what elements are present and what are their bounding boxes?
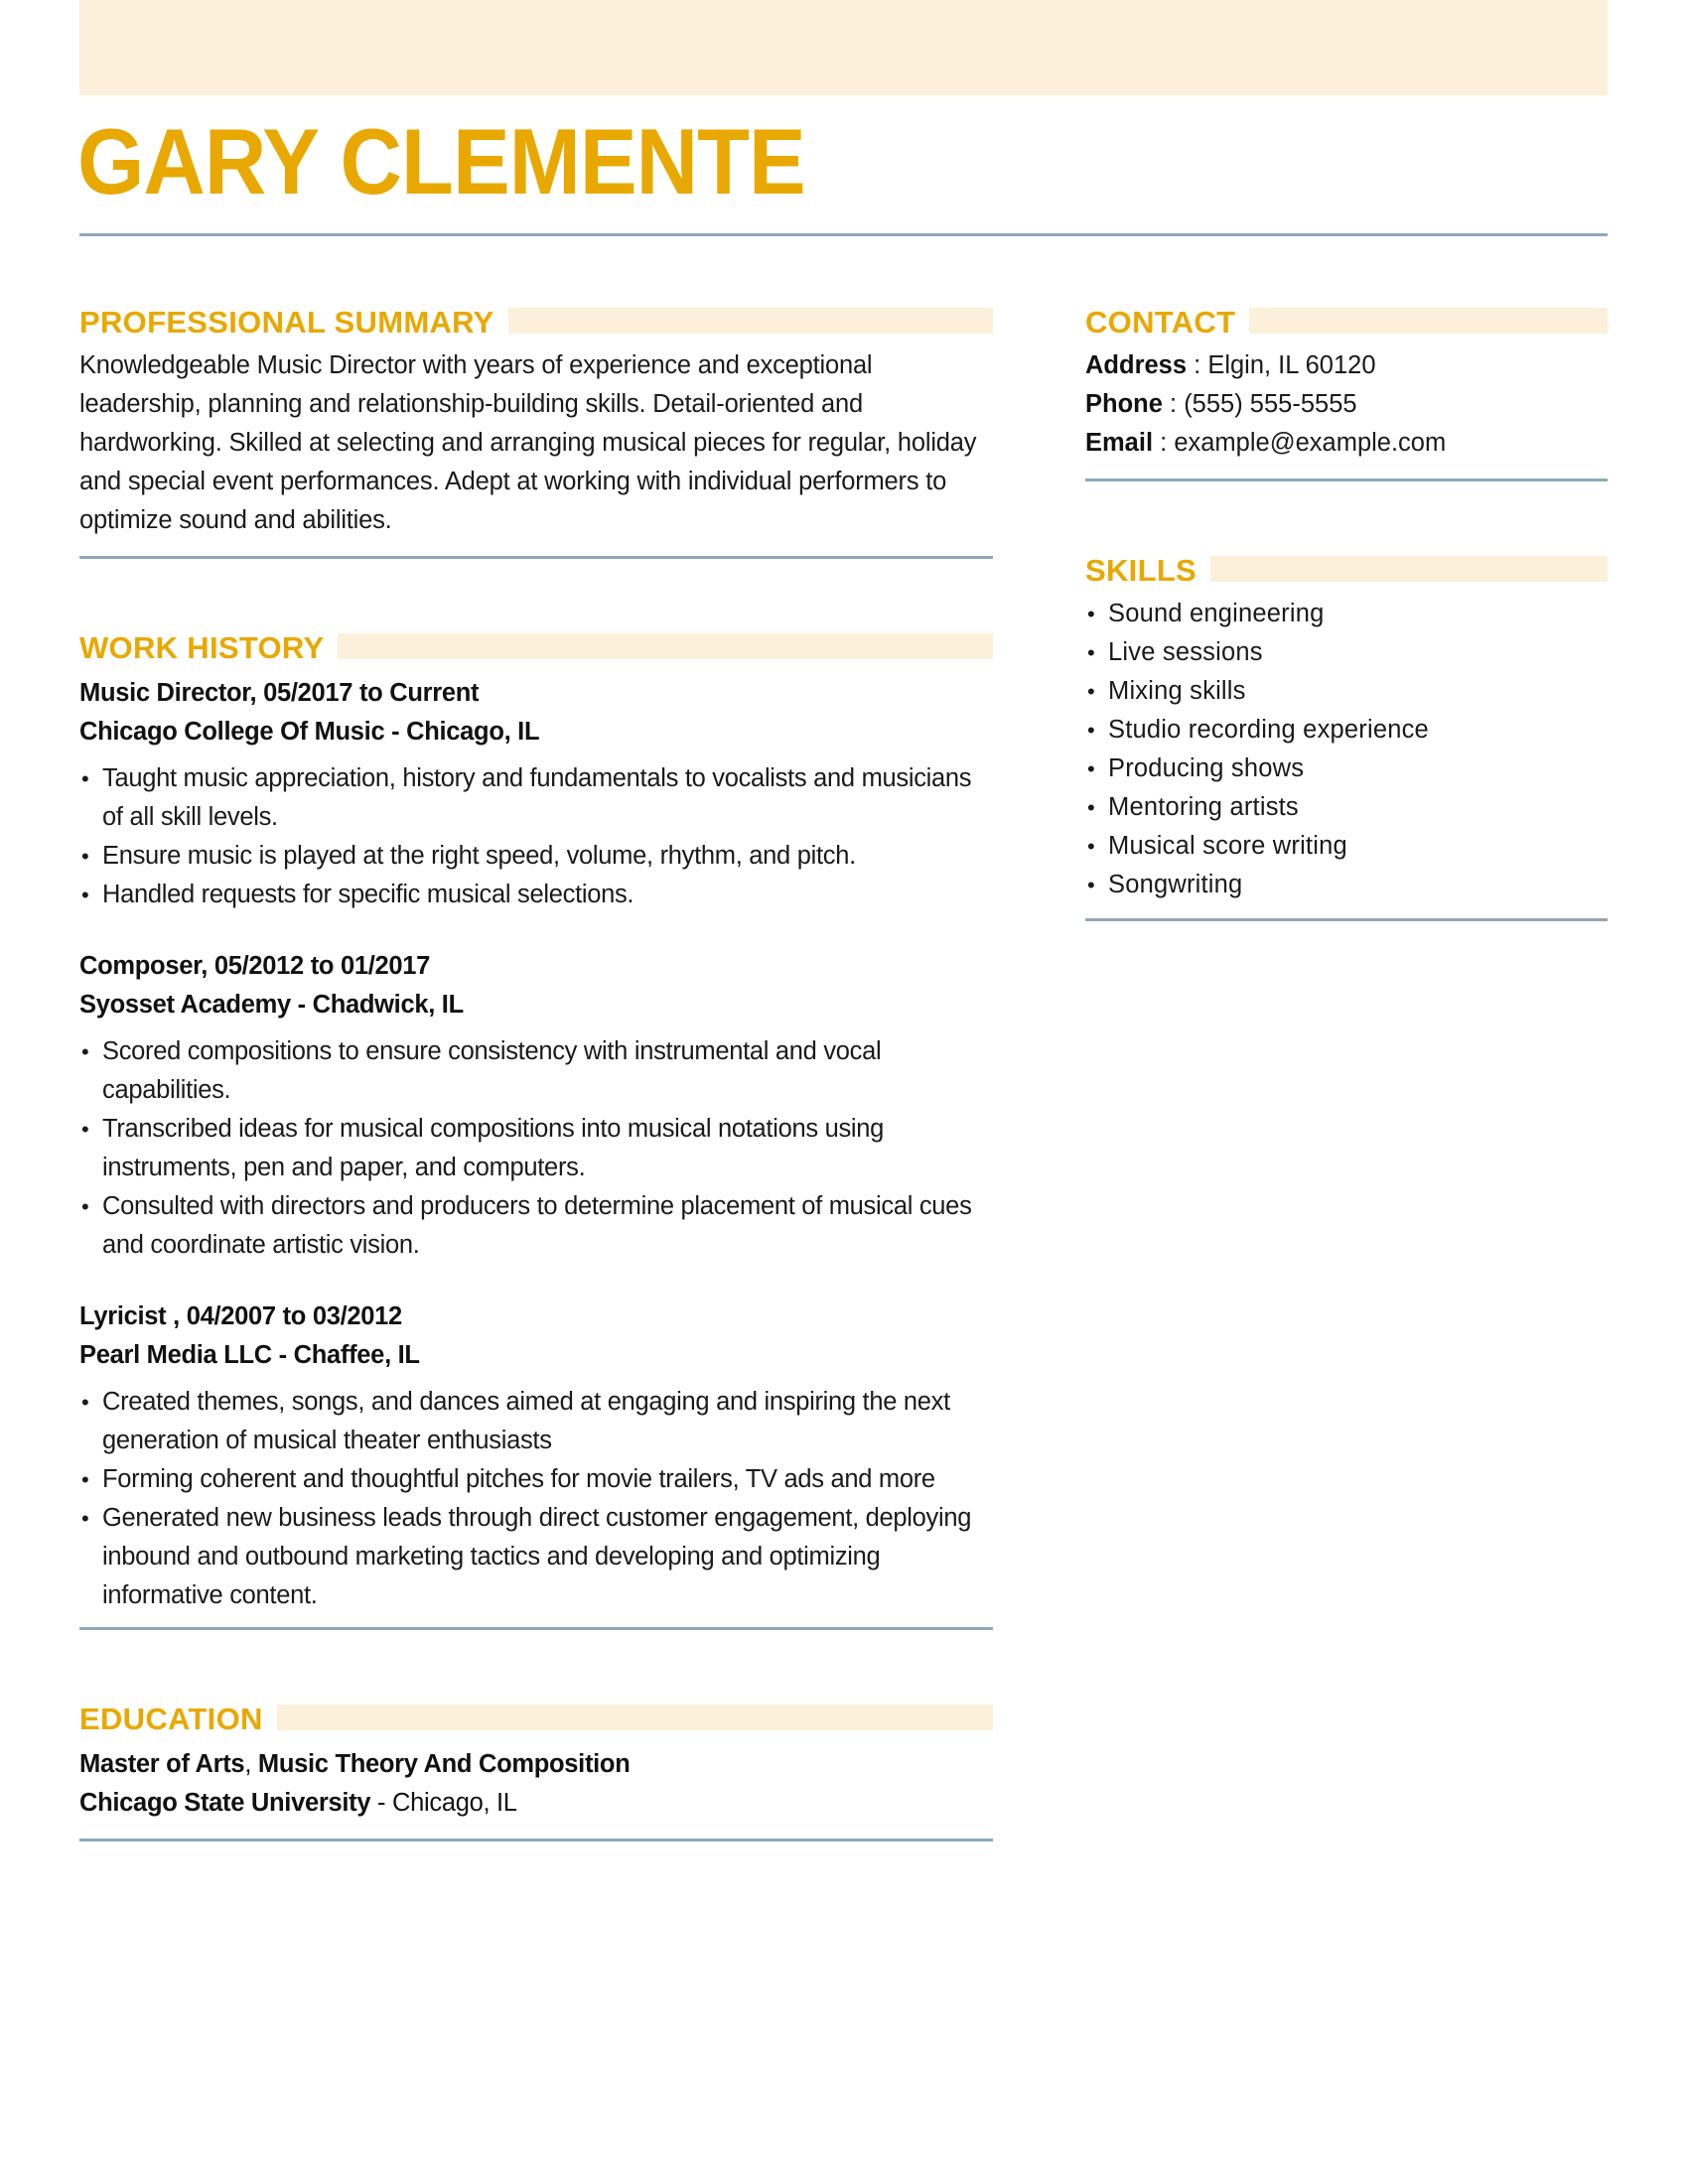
degree-separator: ,: [244, 1750, 252, 1778]
bullet-icon: •: [81, 766, 89, 791]
contact-value: Elgin, IL 60120: [1207, 351, 1376, 379]
contact-section: [1085, 303, 1608, 481]
job-bullet: [79, 759, 993, 837]
job-entry: [79, 947, 993, 1265]
job-bullet: [79, 837, 993, 876]
skill-text: Mixing skills: [1108, 677, 1246, 705]
skill-text: Musical score writing: [1108, 832, 1347, 860]
job-bullet: [79, 1187, 993, 1265]
skill-item: [1085, 866, 1608, 904]
contact-label: Address: [1085, 351, 1188, 379]
job-bullet: [79, 1499, 993, 1615]
contact-value: (555) 555-5555: [1184, 390, 1357, 418]
contact-phone: [1085, 385, 1608, 424]
skill-item: [1085, 595, 1608, 633]
heading-bar: [1249, 308, 1608, 334]
contact-value[interactable]: example@example.com: [1174, 429, 1447, 457]
candidate-name: GARY CLEMENTE: [77, 109, 805, 213]
skills-section: [1085, 551, 1608, 921]
bullet-icon: •: [81, 1039, 89, 1064]
heading-bar: [508, 308, 993, 334]
bullet-icon: •: [81, 1194, 89, 1219]
education-heading: EDUCATION: [79, 1702, 263, 1736]
contact-separator: :: [1162, 390, 1185, 418]
bullet-icon: •: [81, 1506, 89, 1531]
header-divider: [79, 233, 1608, 236]
bullet-text: Ensure music is played at the right speed, volume, rhythm, and pitch.: [102, 842, 856, 870]
bullet-icon: •: [1087, 756, 1095, 781]
sidebar-column: [1085, 303, 1608, 921]
summary-text: Knowledgeable Music Director with years of experience and exceptional leadership, planning and relationship-building skills. Detail-oriented and hardworking. Skilled at selecting and arranging musical pieces for regular, holiday and special event performances. Adept at working with individual performers to optimize sound and abilities.: [79, 351, 977, 534]
work-history-section: [79, 628, 993, 1630]
bullet-icon: •: [1087, 795, 1095, 820]
job-bullet: [79, 876, 993, 914]
contact-label: Phone: [1085, 390, 1163, 418]
section-heading: [79, 1700, 993, 1739]
bullet-icon: •: [1087, 640, 1095, 665]
degree-line: [79, 1745, 993, 1784]
job-entry: [79, 1297, 993, 1615]
job-organization: Chicago College Of Music - Chicago, IL: [79, 718, 540, 746]
heading-bar: [1210, 556, 1608, 582]
job-entry: [79, 674, 993, 914]
school-location: Chicago, IL: [392, 1789, 517, 1817]
heading-bar: [277, 1705, 993, 1730]
skill-item: [1085, 672, 1608, 711]
bullet-icon: •: [1087, 679, 1095, 704]
job-bullet: [79, 1110, 993, 1187]
bullet-text: Taught music appreciation, history and fundamentals to vocalists and musicians of all skill levels.: [102, 764, 972, 831]
job-bullet: [79, 1032, 993, 1110]
contact-separator: :: [1153, 429, 1175, 457]
main-column: [79, 303, 993, 1842]
job-organization: Syosset Academy - Chadwick, IL: [79, 991, 464, 1019]
job-bullet: [79, 1460, 993, 1499]
job-title: Music Director, 05/2017 to Current: [79, 679, 480, 707]
skill-text: Producing shows: [1108, 754, 1305, 782]
skill-text: Mentoring artists: [1108, 793, 1299, 821]
skill-item: [1085, 750, 1608, 788]
school-name: Chicago State University: [79, 1789, 371, 1817]
skill-text: Songwriting: [1108, 871, 1243, 898]
school-line: [79, 1784, 993, 1823]
job-title: Composer, 05/2012 to 01/2017: [79, 952, 431, 980]
heading-bar: [338, 633, 993, 659]
bullet-icon: •: [81, 1390, 89, 1415]
bullet-icon: •: [1087, 718, 1095, 743]
bullet-text: Consulted with directors and producers to determine placement of musical cues and coordinate artistic vision.: [102, 1192, 972, 1259]
contact-list: [1085, 346, 1608, 463]
section-heading: [79, 303, 993, 342]
skill-item: [1085, 633, 1608, 672]
section-divider: [79, 556, 993, 559]
bullet-icon: •: [1087, 834, 1095, 859]
contact-separator: :: [1187, 351, 1208, 379]
skill-text: Sound engineering: [1108, 600, 1325, 627]
bullet-text: Transcribed ideas for musical compositions into musical notations using instruments, pen and paper, and computers.: [102, 1115, 885, 1181]
job-bullets: [79, 1383, 993, 1615]
section-divider: [79, 1627, 993, 1630]
bullet-icon: •: [81, 883, 89, 907]
degree: Master of Arts: [79, 1750, 245, 1778]
bullet-icon: •: [81, 844, 89, 869]
section-divider: [1085, 478, 1608, 481]
section-heading: [1085, 551, 1608, 591]
skill-item: [1085, 788, 1608, 827]
skill-text: Studio recording experience: [1108, 716, 1429, 744]
bullet-text: Created themes, songs, and dances aimed at engaging and inspiring the next generation of musical theater enthusiasts: [102, 1388, 950, 1454]
work-history-heading: WORK HISTORY: [79, 630, 325, 665]
skills-list: [1085, 595, 1608, 904]
section-divider: [1085, 918, 1608, 921]
contact-label: Email: [1085, 429, 1154, 457]
bullet-text: Scored compositions to ensure consistency with instrumental and vocal capabilities.: [102, 1037, 882, 1104]
bullet-icon: •: [81, 1467, 89, 1492]
skill-item: [1085, 711, 1608, 750]
section-divider: [79, 1839, 993, 1842]
summary-section: [79, 303, 993, 559]
header-band: [79, 0, 1608, 95]
education-section: [79, 1700, 993, 1842]
contact-email: [1085, 424, 1608, 463]
contact-heading: CONTACT: [1085, 305, 1236, 340]
bullet-text: Forming coherent and thoughtful pitches for movie trailers, TV ads and more: [102, 1465, 935, 1493]
contact-address: [1085, 346, 1608, 385]
section-heading: [79, 628, 993, 668]
location-separator: -: [370, 1789, 392, 1817]
field-of-study: Music Theory And Composition: [257, 1750, 631, 1778]
bullet-icon: •: [1087, 873, 1095, 897]
summary-heading: PROFESSIONAL SUMMARY: [79, 305, 494, 340]
skills-heading: SKILLS: [1085, 553, 1197, 588]
job-bullet: [79, 1383, 993, 1460]
skill-text: Live sessions: [1108, 638, 1263, 666]
job-title: Lyricist , 04/2007 to 03/2012: [79, 1302, 402, 1330]
section-heading: [1085, 303, 1608, 342]
skill-item: [1085, 827, 1608, 866]
bullet-icon: •: [1087, 602, 1095, 626]
bullet-text: Generated new business leads through direct customer engagement, deploying inbound and outbound marketing tactics and developing and optimizing informative content.: [102, 1504, 972, 1609]
job-organization: Pearl Media LLC - Chaffee, IL: [79, 1341, 420, 1369]
bullet-text: Handled requests for specific musical selections.: [102, 881, 634, 908]
job-bullets: [79, 759, 993, 914]
bullet-icon: •: [81, 1117, 89, 1142]
job-bullets: [79, 1032, 993, 1265]
